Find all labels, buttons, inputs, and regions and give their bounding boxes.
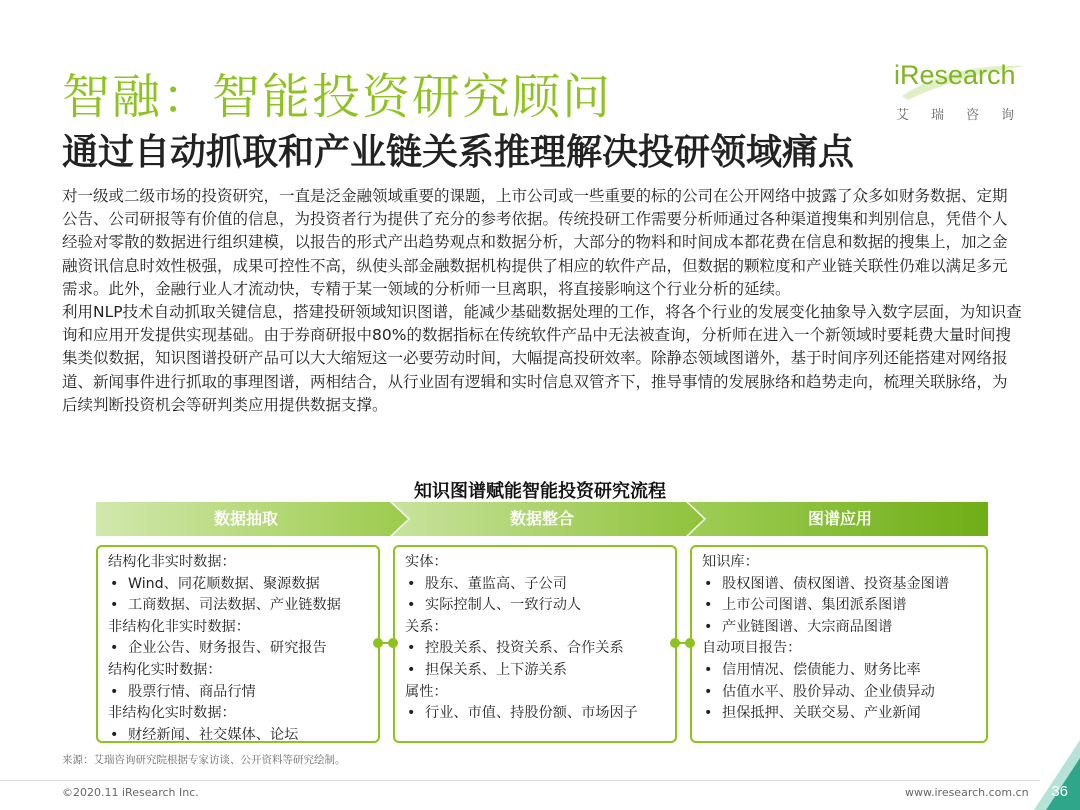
box-heading: 知识库：: [702, 554, 759, 570]
page-title: 智融：智能投资研究顾问: [62, 69, 613, 125]
stage-label-apply: 图谱应用: [807, 509, 872, 528]
list-item-text: 股东、董监高、子公司: [425, 575, 567, 592]
list-item-text: 产业链图谱、大宗商品图谱: [722, 618, 893, 635]
footer-website: www.iresearch.com.cn: [905, 786, 1029, 799]
stage-label-integrate: 数据整合: [509, 509, 574, 528]
list-item-text: Wind、同花顺数据、聚源数据: [128, 575, 320, 592]
bullet-icon: •: [110, 575, 119, 592]
list-item: [702, 617, 976, 639]
footer-copyright: ©2020.11 iResearch Inc.: [62, 786, 199, 799]
bullet-icon: •: [704, 683, 713, 700]
connector-dot-1: [373, 638, 383, 648]
list-item: [108, 725, 368, 747]
bullet-icon: •: [704, 618, 713, 635]
list-item: [405, 595, 665, 617]
bullet-icon: •: [110, 726, 119, 743]
box-heading: 非结构化实时数据：: [108, 705, 236, 722]
list-item: [108, 595, 368, 617]
box-heading: 自动项目报告：: [702, 640, 802, 657]
list-item: [702, 703, 976, 725]
list-item-text: 担保关系、上下游关系: [425, 661, 567, 678]
box-heading: 结构化非实时数据：: [108, 554, 236, 570]
list-item: [702, 595, 976, 617]
source-note: 来源：艾瑞咨询研究院根据专家访谈、公开资料等研究绘制。: [62, 754, 346, 766]
connector-dot-2: [388, 638, 398, 648]
bullet-icon: •: [704, 705, 713, 722]
list-item-text: 企业公告、财务报告、研究报告: [128, 640, 327, 657]
body-paragraph-2: 利用NLP技术自动抓取关键信息，搭建投研领域知识图谱，能减少基础数据处理的工作，将各个行业的发展变化抽象导入数字层面，为知识查询和应用开发提供实现基础。由于券商研报中80%的数据指标在传统软件产品中无法被查询，分析师在进入一个新领域时要耗费大量时间搜集类似数据，知识图谱投研产品可以大大缩短这一必要劳动时间，大幅提高投研效率。除静态领域图谱外，基于时间序列还能搭建对网络报道、新闻事件进行抓取的事理图谱，两相结合，从行业固有逻辑和实时信息双管齐下，推导事情的发展脉络和趋势走向，梳理关联脉络，为后续判断投资机会等研判类应用提供数据支撑。: [62, 303, 1022, 414]
bullet-icon: •: [110, 683, 119, 700]
connector-dot-3: [670, 638, 680, 648]
iresearch-logo: [894, 58, 1037, 124]
list-item: [405, 660, 665, 682]
logo-wordmark: iResearch: [894, 60, 1016, 90]
bullet-icon: •: [407, 661, 416, 678]
list-item-text: 股权图谱、债权图谱、投资基金图谱: [722, 575, 950, 592]
list-item-text: 估值水平、股价异动、企业债异动: [722, 683, 935, 700]
bullet-icon: •: [704, 575, 713, 592]
list-item: [405, 574, 665, 596]
list-item: [405, 638, 665, 660]
bullet-icon: •: [110, 597, 119, 614]
stage-label-extract: 数据抽取: [213, 509, 278, 528]
flow-title: 知识图谱赋能智能投资研究流程: [414, 481, 666, 502]
list-item-text: 工商数据、司法数据、产业链数据: [128, 597, 341, 614]
box-heading: 非结构化非实时数据：: [108, 618, 250, 635]
bullet-icon: •: [407, 575, 416, 592]
bullet-icon: •: [407, 597, 416, 614]
list-item-text: 财经新闻、社交媒体、论坛: [128, 726, 299, 743]
list-item: [108, 638, 368, 660]
box-heading: 关系：: [405, 618, 448, 635]
bullet-icon: •: [407, 705, 416, 722]
integrate-box: [393, 545, 677, 743]
page-subtitle: 通过自动抓取和产业链关系推理解决投研领域痛点: [62, 132, 855, 173]
bullet-icon: •: [704, 597, 713, 614]
apply-box: [690, 545, 988, 743]
box-heading: 属性：: [405, 683, 448, 700]
box-heading: 实体：: [405, 554, 448, 570]
connector-dot-4: [685, 638, 695, 648]
list-item: [702, 660, 976, 682]
logo-chinese-name: 艾瑞咨询: [896, 108, 1037, 123]
list-item: [702, 682, 976, 704]
extract-box: [96, 545, 380, 743]
bullet-icon: •: [407, 640, 416, 657]
bullet-icon: •: [704, 661, 713, 678]
list-item-text: 实际控制人、一致行动人: [425, 597, 582, 614]
list-item: [108, 574, 368, 596]
bullet-icon: •: [110, 640, 119, 657]
body-paragraph-1: 对一级或二级市场的投资研究，一直是泛金融领域重要的课题，上市公司或一些重要的标的公司在公开网络中披露了众多如财务数据、定期公告、公司研报等有价值的信息，为投资者行为提供了充分的参考依据。传统投研工作需要分析师通过各种渠道搜集和判别信息，凭借个人经验对零散的数据进行组织建模，以报告的形式产出趋势观点和数据分析，大部分的物料和时间成本都花费在信息和数据的搜集上，加之金融资讯信息时效性极强，成果可控性不高，纵使头部金融数据机构提供了相应的软件产品，但数据的颗粒度和产业链关联性仍难以满足多元需求。此外，金融行业人才流动快，专精于某一领域的分析师一旦离职，将直接影响这个行业分析的延续。: [62, 187, 1008, 298]
footer-divider: [0, 780, 1040, 781]
list-item-text: 上市公司图谱、集团派系图谱: [722, 597, 907, 614]
list-item-text: 控股关系、投资关系、合作关系: [425, 640, 624, 657]
list-item: [108, 682, 368, 704]
list-item-text: 信用情况、偿债能力、财务比率: [722, 661, 921, 678]
list-item-text: 担保抵押、关联交易、产业新闻: [722, 705, 921, 722]
body-text: [62, 185, 1022, 417]
list-item-text: 行业、市值、持股份额、市场因子: [425, 705, 638, 722]
box-heading: 结构化实时数据：: [108, 661, 222, 678]
list-item-text: 股票行情、商品行情: [128, 683, 256, 700]
list-item: [405, 703, 665, 725]
page-number: 36: [1051, 783, 1068, 800]
list-item: [702, 574, 976, 596]
